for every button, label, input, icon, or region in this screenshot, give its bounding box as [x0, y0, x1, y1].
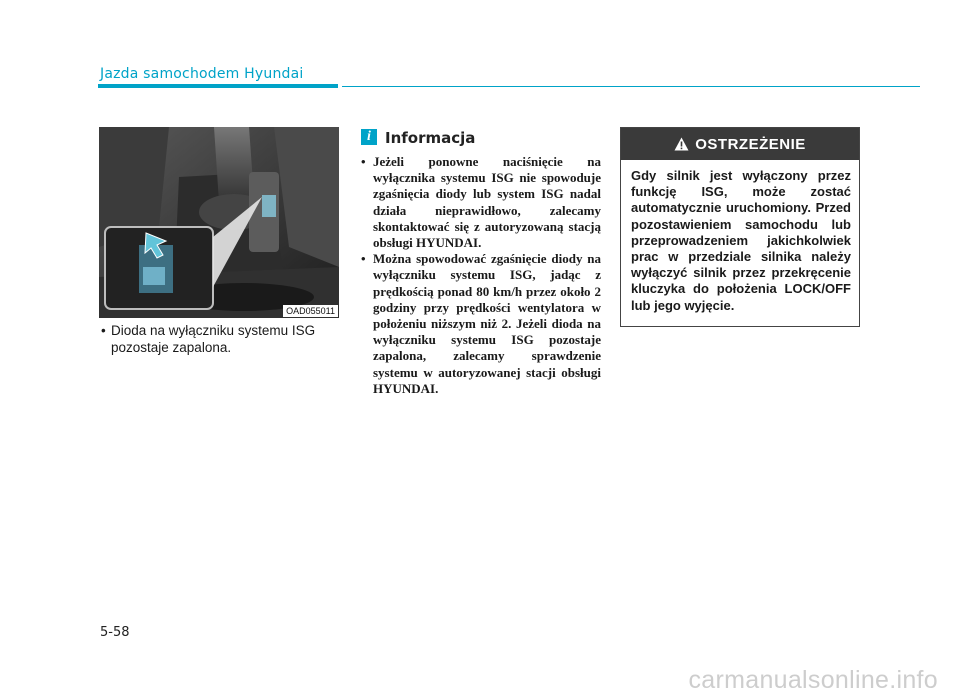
- info-item: • Można spowodować zgaśnięcie diody na wyłączniku systemu ISG, jadąc z prędkością ponad 80 km/h przez około 2 godziny przy prędkości wentylatora w położeniu niższym niż 2. Jeżeli dioda na wyłączniku systemu ISG pozostaje zapalona, zalecamy sprawdzenie systemu w autoryzowanej stacji obsługi HYUNDAI.: [361, 251, 601, 397]
- warning-title: OSTRZEŻENIE: [695, 135, 806, 153]
- header-rule-thin: [342, 86, 920, 87]
- header-rule-thick: [98, 84, 338, 88]
- info-icon: i: [361, 129, 377, 145]
- left-bullet-line1: Dioda na wyłączniku systemu ISG: [111, 323, 316, 338]
- left-bullet-line2: pozostaje zapalona.: [111, 340, 232, 355]
- warning-triangle-icon: [674, 137, 689, 151]
- photo-code: OAD055011: [283, 305, 338, 317]
- console-illustration: [99, 127, 339, 318]
- warning-text: Gdy silnik jest wyłączony przez funkcję ISG, może zostać automatycznie uruchomiony. Przed pozostawieniem samochodu lub przeprowadzeniem jakichkolwiek prac w przedziale silnika należy wyłączyć silnik przez przekręcenie kluczyka do położenia LOCK/OFF lub jego wyjęcie.: [631, 168, 851, 313]
- warning-header: [621, 128, 859, 160]
- warning-box: [620, 127, 860, 327]
- section-title: Jazda samochodem Hyundai: [100, 66, 304, 82]
- left-bullet: • Dioda na wyłączniku systemu ISG pozostaje zapalona.: [101, 322, 341, 356]
- info-title: Informacja: [385, 129, 476, 147]
- info-item: • Jeżeli ponowne naciśnięcie na wyłącznika systemu ISG nie spowoduje zgaśnięcia diody lub system ISG nadal działa nieprawidłowo, zalecamy skontaktować się z autoryzowaną stacją obsługi HYUNDAI.: [361, 154, 601, 251]
- page-number: 5-58: [100, 625, 130, 640]
- info-list: [361, 154, 601, 397]
- console-photo: [99, 127, 339, 318]
- watermark: carmanualsonline.info: [688, 666, 938, 694]
